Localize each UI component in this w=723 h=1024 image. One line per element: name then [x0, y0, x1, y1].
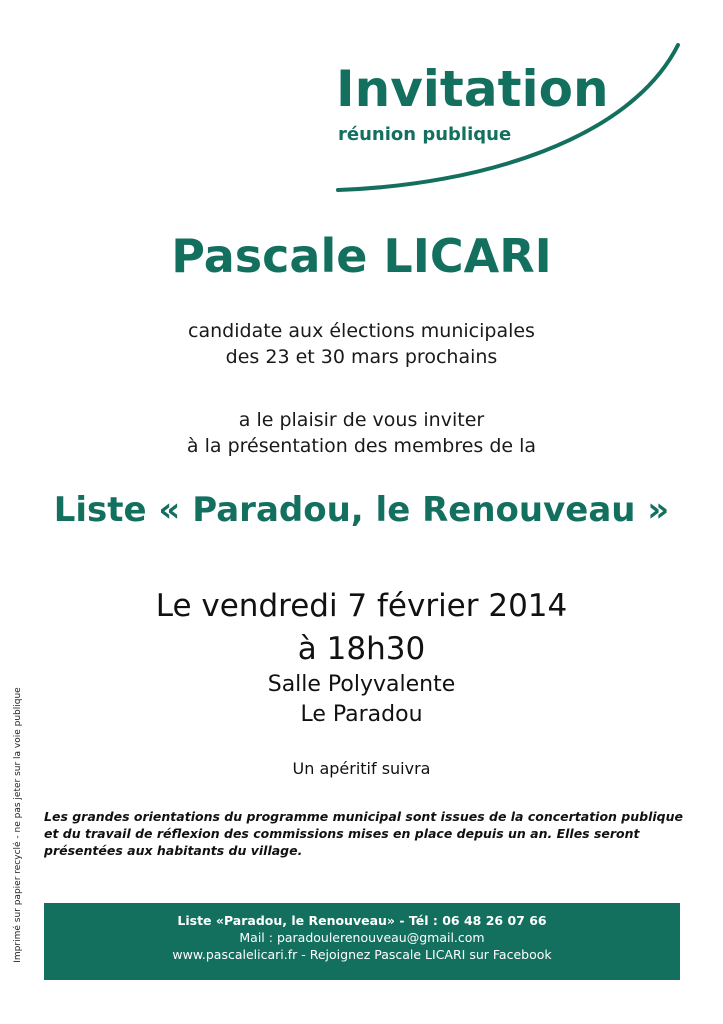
list-name: Liste « Paradou, le Renouveau » [53, 490, 670, 530]
candidate-line-2: des 23 et 30 mars prochains [225, 346, 498, 368]
program-description: Les grandes orientations du programme municipal sont issues de la concertation publique et du travail de réflexion des commissions mises en place depuis un an. Elles seront présentées aux habitants du village. [44, 809, 683, 858]
event-time: à 18h30 [297, 631, 426, 667]
footer-phone: - Tél : 06 48 26 07 66 [395, 913, 547, 928]
invite-line-2: à la présentation des membres de la [186, 435, 537, 457]
event-venue: Salle Polyvalente [267, 672, 456, 697]
invite-line-1: a le plaisir de vous inviter [238, 409, 485, 431]
event-date: Le vendredi 7 février 2014 [155, 588, 568, 624]
recycled-paper-note: Imprimé sur papier recyclé - ne pas jeter sur la voie publique [13, 687, 23, 963]
invitation-title: Invitation [336, 60, 609, 118]
footer-line-1 [44, 912, 680, 929]
event-town: Le Paradou [300, 702, 423, 727]
footer-web[interactable]: www.pascalelicari.fr - Rejoignez Pascale LICARI sur Facebook [172, 947, 552, 962]
footer-email[interactable]: Mail : paradoulerenouveau@gmail.com [239, 930, 485, 945]
contact-footer [44, 903, 680, 980]
event-note: Un apéritif suivra [292, 759, 431, 778]
footer-list-label: Liste «Paradou, le Renouveau» [177, 913, 395, 928]
invitation-subtitle: réunion publique [338, 124, 512, 145]
candidate-name: Pascale LICARI [171, 229, 552, 283]
candidate-line-1: candidate aux élections municipales [188, 320, 535, 342]
